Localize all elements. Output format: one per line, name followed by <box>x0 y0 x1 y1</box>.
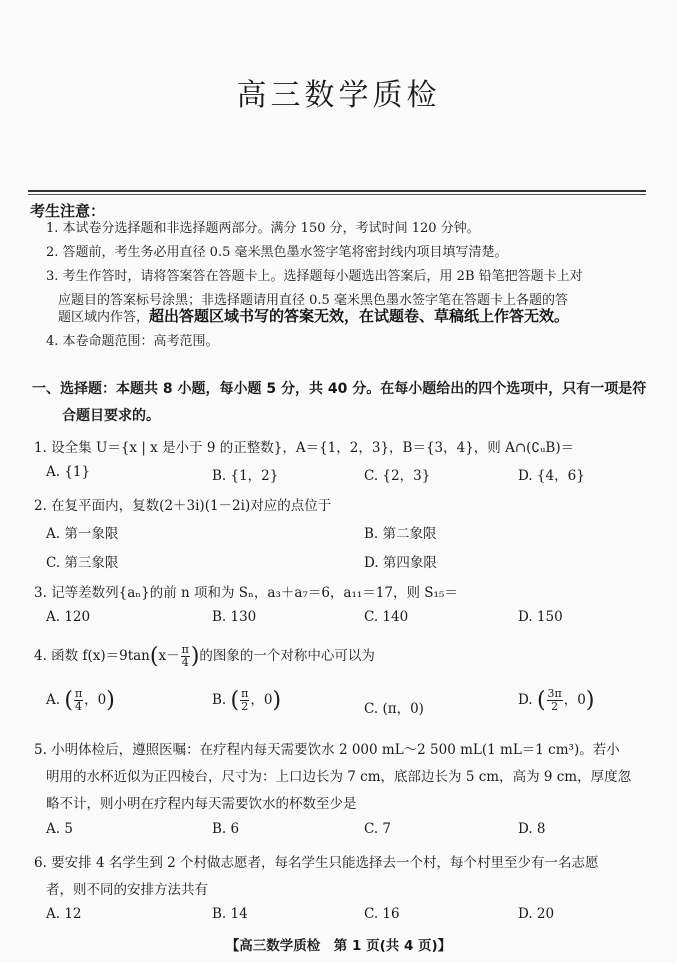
q6-option-a: A. 12 <box>46 906 82 922</box>
q4-option-d: D. ( $\frac{3\pi}{2}$ ，0) <box>518 687 595 713</box>
q5-option-b: B. 6 <box>212 821 240 837</box>
divider-rule-thin <box>28 194 646 195</box>
q1-option-c: C. {2，3} <box>364 468 431 484</box>
q6-option-d: D. 20 <box>518 906 555 922</box>
notice-item-4: 4. 本卷命题范围：高考范围。 <box>46 334 219 349</box>
divider-rule <box>28 190 646 192</box>
question-1: 1. 设全集 U＝{x | x 是小于 9 的正整数}，A＝{1，2，3}，B＝{3，4}，则 A∩(∁ᵤB)＝ <box>34 440 575 456</box>
q4-stem-pre: 4. 函数 f(x)＝9tan <box>34 648 150 664</box>
notice-heading: 考生注意： <box>30 202 106 220</box>
q3-option-c: C. 140 <box>364 609 409 625</box>
question-6-line-2: 者，则不同的安排方法共有 <box>46 882 208 898</box>
fraction-pi-over-4: $\frac{\pi}{4}$ <box>181 643 189 669</box>
q3-option-b: B. 130 <box>212 609 257 625</box>
q4-stem-x: x－ <box>158 648 180 664</box>
q5-option-c: C. 7 <box>364 821 392 837</box>
page-footer: 【高三数学质检 第 1 页(共 4 页)】 <box>225 938 452 954</box>
question-6-line-1: 6. 要安排 4 名学生到 2 个村做志愿者，每名学生只能选择去一个村，每个村里至少有一名志愿 <box>34 855 599 871</box>
notice-emphasis: 超出答题区域书写的答案无效，在试题卷、草稿纸上作答无效。 <box>149 307 570 325</box>
section-heading-cont: 合题目要求的。 <box>62 408 160 424</box>
q2-option-c: C. 第三象限 <box>46 555 119 571</box>
q3-option-a: A. 120 <box>46 609 91 625</box>
q1-option-a: A. {1} <box>46 464 91 480</box>
question-5-line-3: 略不计，则小明在疗程内每天需要饮水的杯数至少是 <box>46 796 357 812</box>
section-heading: 一、选择题：本题共 8 小题，每小题 5 分，共 40 分。在每小题给出的四个选项中，只有一项是符 <box>32 381 647 397</box>
q4-stem-post: 的图象的一个对称中心可以为 <box>199 648 375 664</box>
q5-option-d: D. 8 <box>518 821 546 837</box>
q2-option-a: A. 第一象限 <box>46 526 119 542</box>
notice-text: 题区域内作答， <box>58 310 150 325</box>
q5-option-a: A. 5 <box>46 821 73 837</box>
notice-item-3-end <box>58 304 569 330</box>
q4-option-c: C. (π，0) <box>364 701 424 717</box>
notice-item-1: 1. 本试卷分选择题和非选择题两部分。满分 150 分，考试时间 120 分钟。 <box>46 221 480 236</box>
paren-open: ( <box>149 644 159 669</box>
question-3: 3. 记等差数列{aₙ}的前 n 项和为 Sₙ，a₃＋a₇＝6，a₁₁＝17，则 S₁₅＝ <box>34 585 458 601</box>
page-title: 高三数学质检 <box>236 78 441 113</box>
q1-option-d: D. {4，6} <box>518 468 585 484</box>
question-4 <box>34 644 375 669</box>
q3-option-d: D. 150 <box>518 609 563 625</box>
q2-option-d: D. 第四象限 <box>364 555 437 571</box>
notice-item-2: 2. 答题前，考生务必用直径 0.5 毫米黑色墨水签字笔将密封线内项目填写清楚。 <box>46 245 508 260</box>
question-5-line-1: 5. 小明体检后，遵照医嘱：在疗程内每天需要饮水 2 000 mL～2 500 mL(1 mL＝1 cm³)。若小 <box>34 742 620 758</box>
q2-option-b: B. 第二象限 <box>364 526 437 542</box>
q6-option-c: C. 16 <box>364 906 400 922</box>
paren-close: ) <box>190 644 200 669</box>
q1-option-b: B. {1，2} <box>212 468 279 484</box>
question-2: 2. 在复平面内，复数(2＋3i)(1－2i)对应的点位于 <box>34 498 332 514</box>
question-5-line-2: 明用的水杯近似为正四棱台，尺寸为：上口边长为 7 cm，底部边长为 5 cm，高为 9 cm，厚度忽 <box>46 769 632 785</box>
q4-option-a: A. ( $\frac{\pi}{4}$ ，0) <box>46 687 115 713</box>
notice-item-3-cont: 应题目的答案标号涂黑；非选择题请用直径 0.5 毫米黑色墨水签字笔在答题卡上各题的答 <box>58 293 568 308</box>
notice-item-3: 3. 考生作答时，请将答案答在答题卡上。选择题每小题选出答案后，用 2B 铅笔把答题卡上对 <box>46 269 583 284</box>
q4-option-b: B. ( $\frac{\pi}{2}$ ，0) <box>212 687 282 713</box>
q6-option-b: B. 14 <box>212 906 248 922</box>
